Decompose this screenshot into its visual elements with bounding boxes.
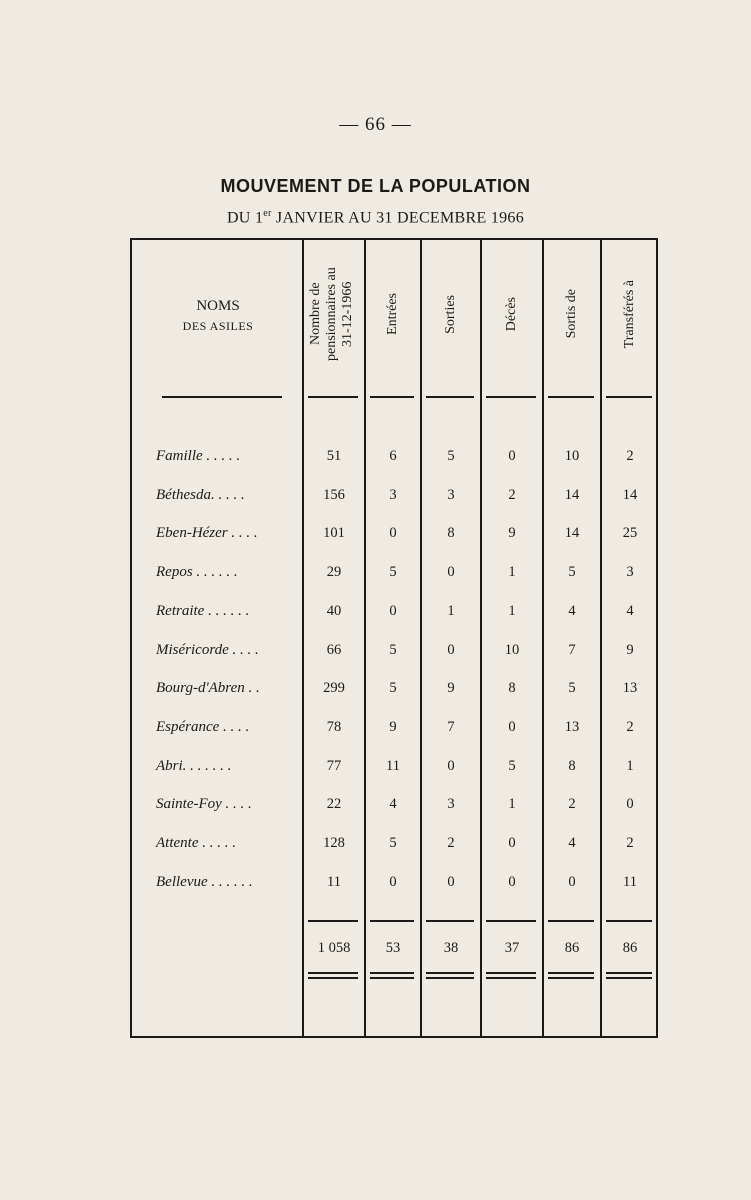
table-cell: 5 bbox=[389, 680, 397, 696]
table-cell: 9 bbox=[626, 642, 634, 658]
names-header-line2: DES ASILES bbox=[182, 319, 254, 333]
table-cell: 299 bbox=[323, 680, 345, 696]
table-cell: 14 bbox=[564, 525, 580, 541]
table-cell: 9 bbox=[508, 525, 516, 541]
table-cell: 2 bbox=[626, 719, 634, 735]
population-table bbox=[130, 238, 658, 1038]
asile-name: Abri. . . . . . . bbox=[156, 758, 232, 774]
table-cell: 40 bbox=[326, 603, 342, 619]
table-cell: 5 bbox=[568, 680, 576, 696]
total-cell: 1 058 bbox=[317, 940, 351, 956]
total-rule bbox=[606, 920, 652, 922]
table-cell: 0 bbox=[568, 874, 576, 890]
table-cell: 3 bbox=[389, 487, 397, 503]
total-cell: 53 bbox=[385, 940, 401, 956]
table-row bbox=[132, 754, 660, 778]
total-rule bbox=[308, 920, 358, 922]
header-rule bbox=[370, 396, 414, 398]
table-cell: 128 bbox=[323, 835, 345, 851]
table-cell: 77 bbox=[326, 758, 342, 774]
table-cell: 8 bbox=[508, 680, 516, 696]
column-header-sorties: Sorties bbox=[443, 294, 458, 334]
total-cell: 86 bbox=[564, 940, 580, 956]
table-cell: 156 bbox=[323, 487, 345, 503]
asile-name: Béthesda. . . . . bbox=[156, 487, 245, 503]
table-cell: 6 bbox=[389, 448, 397, 464]
table-cell: 0 bbox=[447, 758, 455, 774]
table-row bbox=[132, 599, 660, 623]
table-cell: 14 bbox=[564, 487, 580, 503]
table-row bbox=[132, 715, 660, 739]
double-rule bbox=[606, 972, 652, 979]
table-cell: 9 bbox=[447, 680, 455, 696]
table-row bbox=[132, 676, 660, 700]
table-cell: 25 bbox=[622, 525, 638, 541]
table-cell: 14 bbox=[622, 487, 638, 503]
table-cell: 9 bbox=[389, 719, 397, 735]
header-rule bbox=[548, 396, 594, 398]
table-cell: 10 bbox=[504, 642, 520, 658]
names-header-line1: NOMS bbox=[196, 298, 240, 314]
total-rule bbox=[426, 920, 474, 922]
asile-name: Sainte-Foy . . . . bbox=[156, 796, 252, 812]
table-cell: 5 bbox=[508, 758, 516, 774]
asile-name: Repos . . . . . . bbox=[156, 564, 238, 580]
asile-name: Retraite . . . . . . bbox=[156, 603, 250, 619]
table-row bbox=[132, 560, 660, 584]
subtitle-pre: DU 1 bbox=[226, 209, 264, 227]
table-cell: 0 bbox=[447, 874, 455, 890]
table-cell: 5 bbox=[389, 642, 397, 658]
table-cell: 13 bbox=[564, 719, 580, 735]
header-rule bbox=[606, 396, 652, 398]
table-cell: 5 bbox=[568, 564, 576, 580]
column-header-entrees: Entrées bbox=[385, 293, 400, 335]
page-subtitle bbox=[0, 208, 751, 227]
table-cell: 0 bbox=[508, 719, 516, 735]
table-cell: 4 bbox=[626, 603, 634, 619]
double-rule bbox=[548, 972, 594, 979]
table-cell: 5 bbox=[389, 564, 397, 580]
asile-name: Eben-Hézer . . . . bbox=[156, 525, 258, 541]
total-cell: 86 bbox=[622, 940, 638, 956]
total-cell: 37 bbox=[504, 940, 520, 956]
table-cell: 7 bbox=[568, 642, 576, 658]
page-number: — 66 — bbox=[339, 114, 412, 135]
table-row bbox=[132, 483, 660, 507]
header-rule bbox=[308, 396, 358, 398]
total-cell: 38 bbox=[443, 940, 459, 956]
table-cell: 4 bbox=[568, 835, 576, 851]
double-rule bbox=[426, 972, 474, 979]
table-row bbox=[132, 792, 660, 816]
table-cell: 2 bbox=[568, 796, 576, 812]
table-cell: 2 bbox=[626, 448, 634, 464]
table-cell: 0 bbox=[389, 603, 397, 619]
total-rule bbox=[486, 920, 536, 922]
table-cell: 66 bbox=[326, 642, 342, 658]
table-cell: 0 bbox=[447, 564, 455, 580]
table-cell: 0 bbox=[447, 642, 455, 658]
subtitle-post: JANVIER AU 31 DECEMBRE 1966 bbox=[271, 209, 525, 227]
table-row bbox=[132, 638, 660, 662]
table-cell: 101 bbox=[323, 525, 345, 541]
table-cell: 4 bbox=[568, 603, 576, 619]
table-cell: 3 bbox=[447, 796, 455, 812]
table-cell: 1 bbox=[508, 603, 516, 619]
page-title: MOUVEMENT DE LA POPULATION bbox=[220, 176, 531, 196]
names-header bbox=[132, 296, 304, 336]
double-rule bbox=[486, 972, 536, 979]
total-rule bbox=[548, 920, 594, 922]
totals-row bbox=[132, 936, 660, 960]
table-cell: 0 bbox=[389, 525, 397, 541]
header-rule bbox=[426, 396, 474, 398]
table-cell: 2 bbox=[626, 835, 634, 851]
table-cell: 5 bbox=[389, 835, 397, 851]
column-header-sortis-de: Sortis de bbox=[564, 289, 579, 339]
table-cell: 0 bbox=[389, 874, 397, 890]
table-row bbox=[132, 444, 660, 468]
header-rule bbox=[486, 396, 536, 398]
table-cell: 1 bbox=[508, 564, 516, 580]
table-cell: 7 bbox=[447, 719, 455, 735]
asile-name: Espérance . . . . bbox=[156, 719, 250, 735]
column-header-deces: Décès bbox=[504, 296, 519, 332]
table-cell: 0 bbox=[508, 448, 516, 464]
table-cell: 13 bbox=[622, 680, 638, 696]
column-header-pensionnaires: Nombre de pensionnaires au 31-12-1966 bbox=[308, 267, 355, 361]
table-row bbox=[132, 831, 660, 855]
table-cell: 0 bbox=[626, 796, 634, 812]
table-cell: 2 bbox=[447, 835, 455, 851]
table-cell: 11 bbox=[623, 874, 637, 890]
table-cell: 8 bbox=[568, 758, 576, 774]
header-rule bbox=[162, 396, 282, 398]
asile-name: Miséricorde . . . . bbox=[156, 642, 259, 658]
double-rule bbox=[370, 972, 414, 979]
asile-name: Bourg-d'Abren . . bbox=[156, 680, 260, 696]
asile-name: Bellevue . . . . . . bbox=[156, 874, 253, 890]
table-cell: 51 bbox=[326, 448, 342, 464]
table-cell: 10 bbox=[564, 448, 580, 464]
table-cell: 11 bbox=[386, 758, 400, 774]
column-header-transferes: Transférés à bbox=[622, 279, 637, 349]
table-cell: 3 bbox=[447, 487, 455, 503]
table-cell: 29 bbox=[326, 564, 342, 580]
table-cell: 78 bbox=[326, 719, 342, 735]
double-rule bbox=[308, 972, 358, 979]
table-cell: 3 bbox=[626, 564, 634, 580]
table-row bbox=[132, 521, 660, 545]
total-rule bbox=[370, 920, 414, 922]
table-row bbox=[132, 870, 660, 894]
table-cell: 4 bbox=[389, 796, 397, 812]
table-cell: 5 bbox=[447, 448, 455, 464]
table-cell: 2 bbox=[508, 487, 516, 503]
asile-name: Attente . . . . . bbox=[156, 835, 236, 851]
table-cell: 22 bbox=[326, 796, 342, 812]
table-cell: 8 bbox=[447, 525, 455, 541]
table-cell: 1 bbox=[508, 796, 516, 812]
table-cell: 0 bbox=[508, 874, 516, 890]
table-cell: 1 bbox=[447, 603, 455, 619]
subtitle-sup: er bbox=[263, 208, 272, 219]
table-cell: 0 bbox=[508, 835, 516, 851]
table-cell: 1 bbox=[626, 758, 634, 774]
asile-name: Famille . . . . . bbox=[156, 448, 241, 464]
table-cell: 11 bbox=[327, 874, 341, 890]
